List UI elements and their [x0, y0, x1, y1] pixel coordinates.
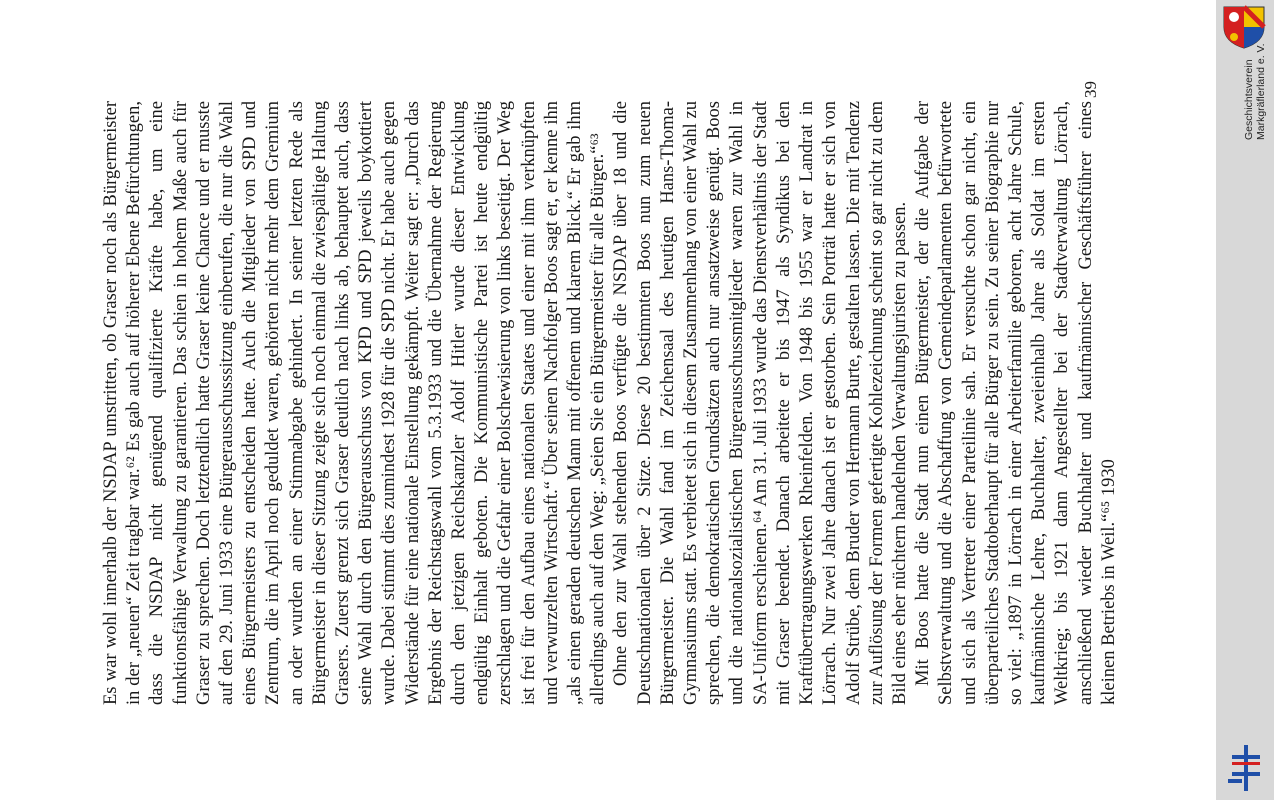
- paragraph-3: Mit Boos hatte die Stadt nun einen Bürgermeister, der die Aufgabe der Selbstverwaltung und die Abschaffung von Gemeindeparlamenten befürwortete und sich als Vertreter einer Parteilinie sah. Er versuchte schon gar nicht, ein überparteiliches Stadtoberhaupt für alle Bürger zu sein. Zu seiner Biographie nur so viel: „1897 in Lörrach in einer Arbeiterfamilie geboren, acht Jahre Schule, kaufmännische Lehre, Buchhalter, zweieinhalb Jahre als Soldat im ersten Weltkrieg; bis 1921 dann Angestellter bei der Stadtverwaltung Lörrach, anschließend wieder Buchhalter und kaufmännischer Geschäftsführer eines kleinen Betriebs in Weil.“⁶⁵ 1930: [913, 101, 1119, 705]
- paragraph-2: Ohne den zur Wahl stehenden Boos verfügte die NSDAP über 18 und die Deutschnationalen über 2 Sitze. Diese 20 bestimmten Boos nun zum neuen Bürgermeister. Die Wahl fand im Zeichensaal des heutigen Hans-Thoma-Gymnasiums statt. Es verbietet sich in diesem Zusammenhang von einer Wahl zu sprechen, die demokratischen Grundsätzen auch nur ansatzweise genügt. Boos und die nationalsozialistischen Bürgerausschussmitglieder waren zur Wahl in SA-Uniform erschienen.⁶⁴ Am 31. Juli 1933 wurde das Dienstverhältnis der Stadt mit Graser beendet. Danach arbeitete er bis 1947 als Syndikus bei den Kraftübertragungswerken Rheinfelden. Von 1948 bis 1955 war er Landrat in Lörrach. Nur zwei Jahre danach ist er gestorben. Sein Porträt hatte er sich von Adolf Strübe, dem Bruder von Hermann Burte, gestalten lassen. Die mit Tendenz zur Auflösung der Formen gefertigte Kohlezeichnung scheint so gar nicht zu dem Bild eines eher nüchtern handelnden Verwaltungsjuristen zu passen.: [611, 101, 910, 705]
- association-region: Markgräflerland e. V.: [1255, 43, 1267, 140]
- library-logo-icon: [1226, 745, 1266, 791]
- association-name: Geschichtsverein: [1243, 59, 1255, 140]
- body-text: [100, 101, 1121, 705]
- viewer-sidebar: [1216, 0, 1274, 800]
- paragraph-1: Es war wohl innerhalb der NSDAP umstritten, ob Graser noch als Bürgermeister in der „neuen“ Zeit tragbar war.⁶² Es gab auch auf höherer Ebene Befürchtungen, dass die NSDAP nicht genügend qualifizierte Kräfte habe, um eine funktionsfähige Verwaltung zu garantieren. Das schien in hohem Maße auch für Graser zu sprechen. Doch letztendlich hatte Graser keine Chance und er musste auf den 29. Juni 1933 eine Bürgerausschusssitzung einberufen, die nur die Wahl eines Bürgermeisters zu entscheiden hatte. Auch die Mitglieder von SPD und Zentrum, die im April noch geduldet waren, gehörten nicht mehr dem Gremium an oder wurden an einer Stimmabgabe gehindert. In seiner letzten Rede als Bürgermeister in dieser Sitzung zeigte sich noch einmal die zwiespältige Haltung Grasers. Zuerst grenzt sich Graser deutlich nach links ab, behauptet auch, dass seine Wahl durch den Bürgerausschuss von KPD und SPD jeweils boykottiert wurde. Dabei stimmt dies zumindest 1928 für die SPD nicht. Er habe auch gegen Widerstände für eine nationale Einstellung gekämpft. Weiter sagt er: „Durch das Ergebnis der Reichstagswahl vom 5.3.1933 und die Übernahme der Regierung durch den jetzigen Reichskanzler Adolf Hitler wurde dieser Entwicklung endgültig Einhalt geboten. Die Kommunistische Partei ist heute endgültig zerschlagen und die Gefahr einer Bolschewisierung von links beseitigt. Der Weg ist frei für den Aufbau eines nationalen Staates und einer mit ihm verknüpften und verwurzelten Wirtschaft.“ Über seinen Nachfolger Boos sagt er, er kenne ihn „als einen geraden deutschen Mann mit offenem und klarem Blick.“ Er gab ihm allerdings auch auf den Weg: „Seien Sie ein Bürgermeister für alle Bürger.“⁶³: [101, 101, 609, 705]
- association-label: [1216, 0, 1274, 800]
- page-number: 39: [1081, 81, 1100, 98]
